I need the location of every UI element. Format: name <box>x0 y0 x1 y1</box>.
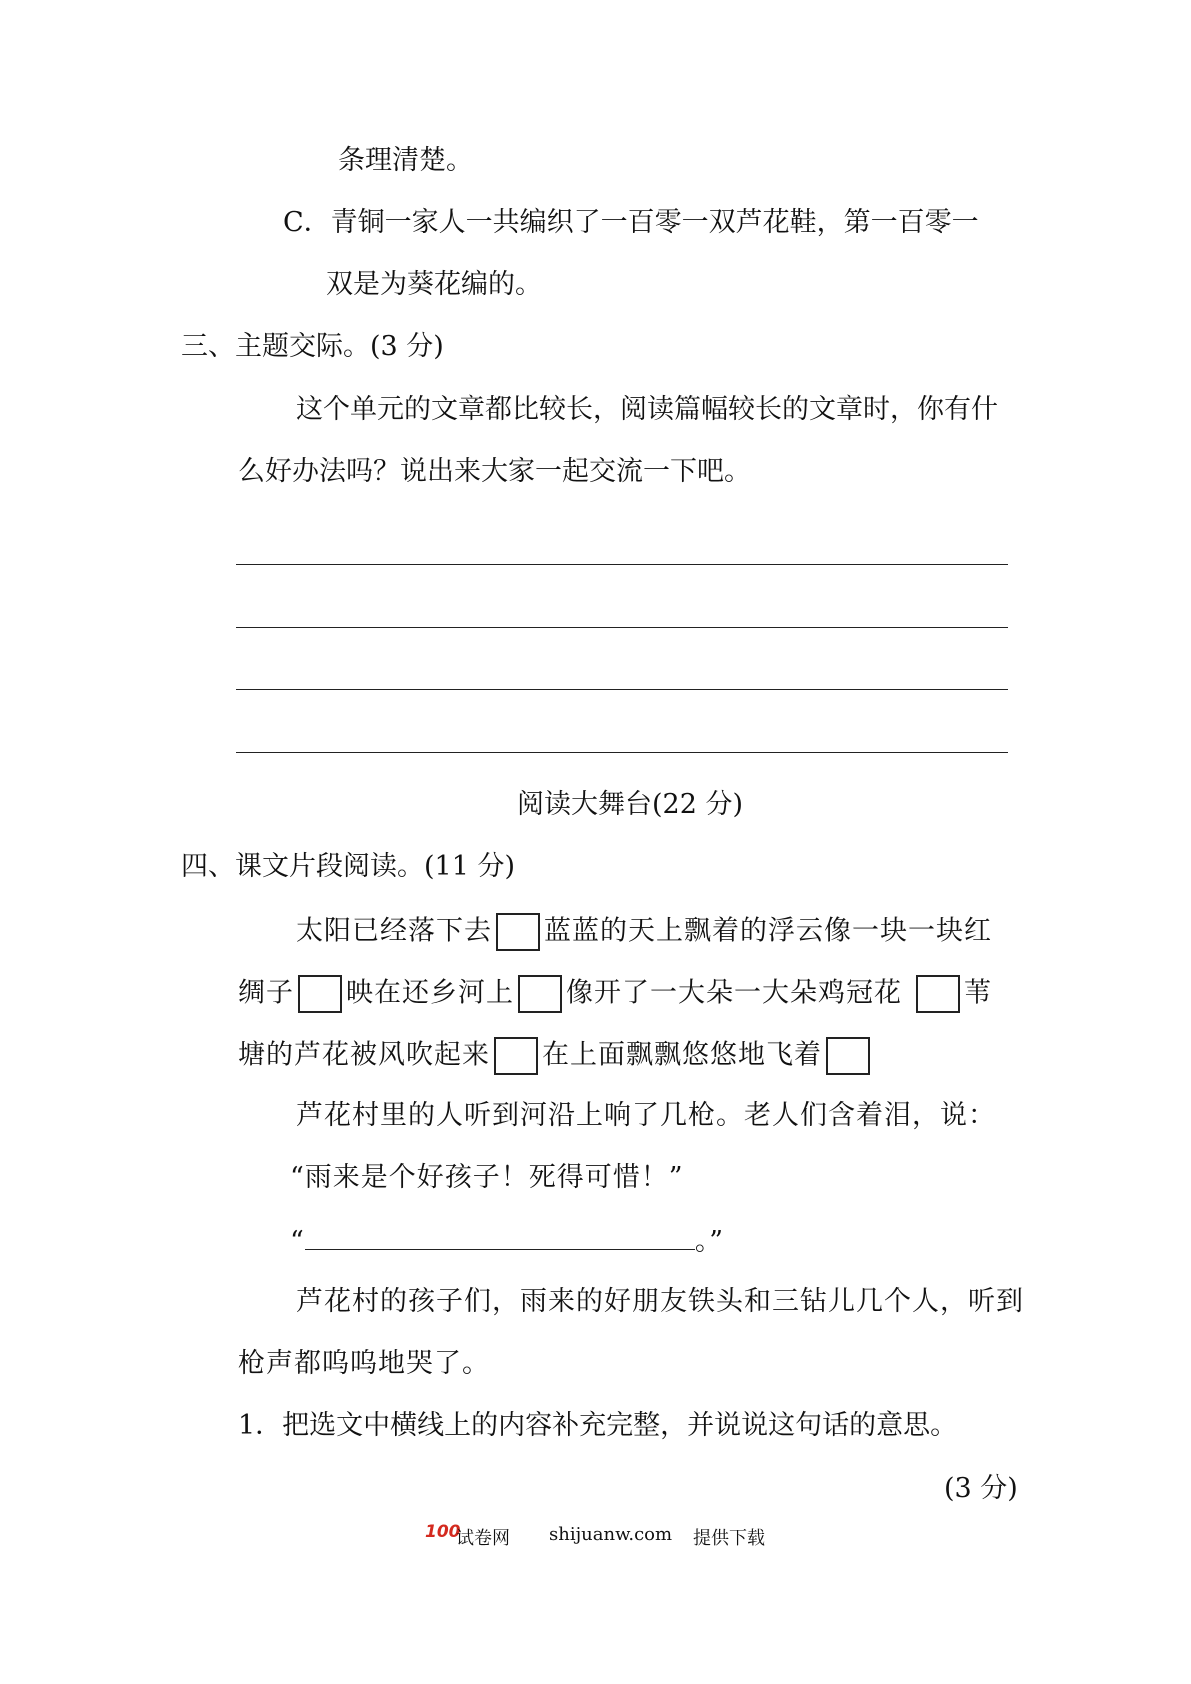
question-1: 1．把选文中横线上的内容补充完整，并说说这句话的意思。 <box>238 1410 958 1441</box>
site-logo: 100 <box>425 1522 461 1542</box>
section4-heading: 四、课文片段阅读。(11 分) <box>181 851 516 882</box>
option-b-tail: 条理清楚。 <box>338 145 473 176</box>
passage-p2-line3 <box>290 1223 724 1259</box>
punctuation-box-3[interactable] <box>518 975 562 1013</box>
fill-in-blank[interactable] <box>305 1223 695 1250</box>
punctuation-box-4[interactable] <box>916 975 960 1013</box>
answer-line-2[interactable] <box>236 627 1008 628</box>
passage-line-2 <box>238 975 992 1013</box>
page-footer <box>0 1522 1191 1552</box>
passage-text: 在上面飘飘悠悠地飞着 <box>542 1039 822 1071</box>
passage-line-3 <box>238 1037 874 1075</box>
passage-text: 太阳已经落下去 <box>296 915 492 947</box>
answer-line-4[interactable] <box>236 752 1008 753</box>
passage-text: 绸子 <box>238 977 294 1009</box>
passage-text: 像开了一大朵一大朵鸡冠花 <box>566 977 902 1009</box>
answer-line-1[interactable] <box>236 564 1008 565</box>
section3-prompt-line2: 么好办法吗？说出来大家一起交流一下吧。 <box>238 456 751 487</box>
section3-heading: 三、主题交际。(3 分) <box>181 331 444 362</box>
passage-text: 塘的芦花被风吹起来 <box>238 1039 490 1071</box>
site-name: 试卷网 <box>456 1528 510 1549</box>
option-c-line1: C．青铜一家人一共编织了一百零一双芦花鞋，第一百零一 <box>283 207 979 238</box>
reading-stage-title: 阅读大舞台(22 分) <box>517 789 744 820</box>
passage-text: 苇 <box>964 977 992 1009</box>
section3-prompt-line1: 这个单元的文章都比较长，阅读篇幅较长的文章时，你有什 <box>296 394 998 425</box>
passage-p3-line1: 芦花村的孩子们，雨来的好朋友铁头和三钻儿几个人，听到 <box>296 1286 1024 1317</box>
passage-text: 蓝蓝的天上飘着的浮云像一块一块红 <box>544 915 992 947</box>
option-c-line2: 双是为葵花编的。 <box>326 269 542 300</box>
download-note: 提供下载 <box>693 1528 765 1549</box>
close-quote: 。” <box>694 1226 725 1257</box>
answer-line-3[interactable] <box>236 689 1008 690</box>
punctuation-box-1[interactable] <box>496 913 540 951</box>
passage-line-1 <box>296 913 992 951</box>
passage-text: 映在还乡河上 <box>346 977 514 1009</box>
question-1-score: (3 分) <box>944 1473 1018 1504</box>
open-quote: “ <box>290 1226 305 1257</box>
passage-p3-line2: 枪声都呜呜地哭了。 <box>238 1348 490 1379</box>
punctuation-box-5[interactable] <box>494 1037 538 1075</box>
punctuation-box-2[interactable] <box>298 975 342 1013</box>
site-domain[interactable]: shijuanw.com <box>549 1524 673 1545</box>
passage-p2-line2: “雨来是个好孩子！死得可惜！” <box>290 1162 684 1193</box>
punctuation-box-6[interactable] <box>826 1037 870 1075</box>
passage-p2-line1: 芦花村里的人听到河沿上响了几枪。老人们含着泪，说： <box>296 1100 996 1131</box>
